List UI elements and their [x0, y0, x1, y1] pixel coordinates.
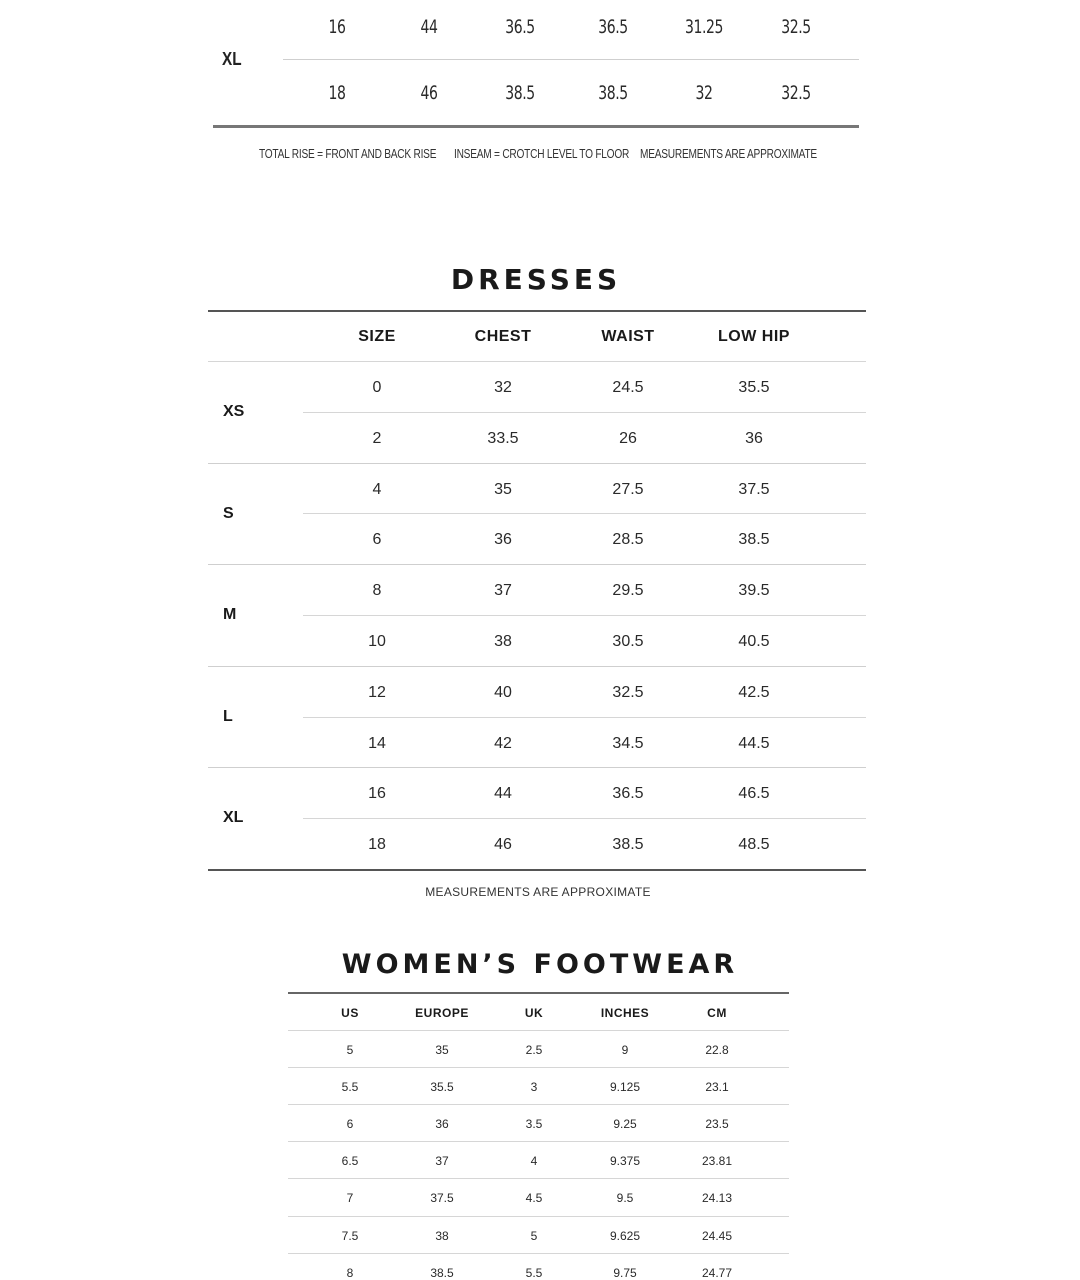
- table-cell: 38.5: [505, 82, 535, 104]
- row-divider: [303, 818, 866, 819]
- measurement-note: INSEAM = CROTCH LEVEL TO FLOOR: [454, 146, 630, 161]
- table-cell: 16: [368, 785, 386, 803]
- table-cell: 16: [328, 16, 346, 38]
- column-header: UK: [524, 1006, 544, 1020]
- table-cell: 38.5: [598, 82, 628, 104]
- table-cell: 38.5: [612, 836, 644, 854]
- table-cell: 32.5: [612, 683, 644, 701]
- table-cell: 39.5: [738, 582, 770, 600]
- table-cell: 24.77: [701, 1265, 733, 1280]
- column-header: CM: [707, 1006, 727, 1020]
- row-divider: [288, 1178, 789, 1179]
- column-header: WAIST: [601, 328, 655, 345]
- size-group-label: L: [223, 707, 233, 725]
- table-cell: 35: [435, 1043, 449, 1057]
- table-cell: 23.81: [701, 1154, 733, 1169]
- table-cell: 4: [372, 480, 382, 498]
- table-cell: 32.5: [781, 16, 811, 38]
- table-cell: 42: [494, 734, 512, 752]
- table-cell: 37: [435, 1154, 449, 1169]
- table-cell: 35.5: [430, 1080, 454, 1095]
- table-cell: 38.5: [430, 1265, 454, 1280]
- table-cell: 12: [368, 683, 386, 701]
- table-cell: 8: [346, 1265, 354, 1280]
- table-cell: 37: [494, 582, 512, 600]
- table-cell: 36.5: [612, 785, 644, 803]
- size-group-label: XS: [223, 403, 245, 420]
- table-cell: 6: [346, 1117, 354, 1132]
- table-cell: 24.13: [701, 1191, 733, 1206]
- table-cell: 38: [435, 1228, 449, 1243]
- table-cell: 44: [420, 16, 438, 38]
- table-cell: 31.25: [684, 16, 724, 38]
- row-divider: [288, 1067, 789, 1068]
- measurement-note: MEASUREMENTS ARE APPROXIMATE: [640, 146, 817, 161]
- table-cell: 5.5: [341, 1080, 359, 1095]
- row-divider: [303, 412, 866, 413]
- table-cell: 46: [420, 82, 438, 104]
- table-cell: 6.5: [341, 1154, 359, 1169]
- table-cell: 46: [494, 836, 512, 854]
- group-divider: [208, 666, 866, 667]
- table-cell: 35.5: [738, 379, 770, 396]
- table-cell: 36: [435, 1117, 449, 1132]
- header-divider: [288, 1030, 789, 1031]
- table-bottom-rule: [213, 125, 859, 128]
- table-cell: 32: [695, 82, 713, 104]
- measurement-note: TOTAL RISE = FRONT AND BACK RISE: [259, 146, 437, 161]
- row-divider: [288, 1216, 789, 1217]
- table-cell: 9.75: [613, 1265, 637, 1280]
- table-cell: 48.5: [738, 836, 770, 854]
- table-cell: 3.5: [525, 1117, 543, 1132]
- size-group-label: XL: [223, 809, 244, 827]
- table-cell: 33.5: [487, 429, 519, 447]
- table-cell: 28.5: [612, 531, 644, 549]
- measurement-note: MEASUREMENTS ARE APPROXIMATE: [425, 885, 651, 899]
- table-cell: 36.5: [505, 16, 535, 38]
- table-cell: 18: [328, 82, 346, 104]
- table-cell: 5: [530, 1228, 538, 1243]
- table-bottom-rule: [208, 869, 866, 871]
- table-cell: 23.1: [705, 1080, 729, 1095]
- table-cell: 9.625: [609, 1228, 641, 1243]
- table-cell: 5: [346, 1043, 354, 1057]
- table-cell: 8: [372, 582, 382, 600]
- table-cell: 3: [530, 1080, 538, 1095]
- table-cell: 44: [494, 785, 512, 803]
- group-divider: [208, 767, 866, 768]
- table-cell: 4: [530, 1154, 538, 1169]
- table-cell: 42.5: [738, 683, 770, 701]
- section-title: WOMEN’S FOOTWEAR: [341, 949, 739, 980]
- table-cell: 9.125: [609, 1080, 641, 1095]
- column-header: SIZE: [358, 328, 396, 345]
- table-cell: 32: [494, 379, 512, 396]
- table-cell: 24.45: [701, 1228, 733, 1243]
- table-cell: 35: [494, 480, 512, 498]
- table-cell: 7: [346, 1191, 354, 1206]
- table-cell: 18: [368, 836, 386, 854]
- table-cell: 7.5: [341, 1228, 359, 1243]
- table-cell: 4.5: [525, 1191, 543, 1206]
- table-cell: 6: [372, 531, 382, 549]
- header-divider: [208, 361, 866, 362]
- table-cell: 44.5: [738, 734, 770, 752]
- table-cell: 26: [619, 429, 637, 447]
- row-divider: [303, 513, 866, 514]
- table-cell: 24.5: [612, 379, 644, 396]
- table-cell: 36: [494, 531, 512, 549]
- table-cell: 9.5: [616, 1191, 634, 1206]
- table-cell: 34.5: [612, 734, 644, 752]
- row-divider: [288, 1141, 789, 1142]
- table-cell: 0: [372, 379, 382, 396]
- group-divider: [208, 463, 866, 464]
- table-cell: 10: [368, 633, 386, 650]
- pants-size-table-fragment: [0, 0, 1080, 200]
- table-cell: 9.375: [609, 1154, 641, 1169]
- table-top-rule: [288, 992, 789, 994]
- table-cell: 38: [494, 633, 512, 650]
- table-top-rule: [208, 310, 866, 312]
- table-cell: 9.25: [613, 1117, 637, 1132]
- table-cell: 37.5: [738, 480, 770, 498]
- column-header: EUROPE: [415, 1006, 469, 1020]
- table-cell: 46.5: [738, 785, 770, 803]
- row-divider: [303, 615, 866, 616]
- row-divider: [288, 1104, 789, 1105]
- column-header: INCHES: [600, 1006, 650, 1020]
- column-header: US: [341, 1006, 359, 1020]
- table-cell: 37.5: [430, 1191, 454, 1206]
- table-cell: 40: [494, 683, 512, 701]
- table-cell: 40.5: [738, 633, 770, 650]
- table-cell: 2: [372, 429, 382, 447]
- size-group-label: M: [223, 606, 237, 624]
- row-divider: [283, 59, 859, 60]
- table-cell: 32.5: [781, 82, 811, 104]
- row-divider: [303, 717, 866, 718]
- table-cell: 23.5: [705, 1117, 729, 1132]
- size-group-label: S: [223, 504, 234, 522]
- column-header: LOW HIP: [718, 328, 790, 345]
- table-cell: 14: [368, 734, 386, 752]
- table-cell: 36: [745, 429, 763, 447]
- size-group-label: XL: [222, 49, 242, 69]
- table-cell: 38.5: [738, 531, 770, 549]
- section-title: DRESSES: [450, 263, 622, 296]
- row-divider: [288, 1253, 789, 1254]
- table-cell: 9: [621, 1043, 629, 1057]
- table-cell: 2.5: [525, 1043, 543, 1057]
- table-cell: 36.5: [598, 16, 628, 38]
- group-divider: [208, 564, 866, 565]
- table-cell: 27.5: [612, 480, 644, 498]
- table-cell: 29.5: [612, 582, 644, 600]
- table-cell: 5.5: [525, 1265, 543, 1280]
- column-header: CHEST: [474, 328, 532, 345]
- table-cell: 30.5: [612, 633, 644, 650]
- table-cell: 22.8: [705, 1043, 729, 1057]
